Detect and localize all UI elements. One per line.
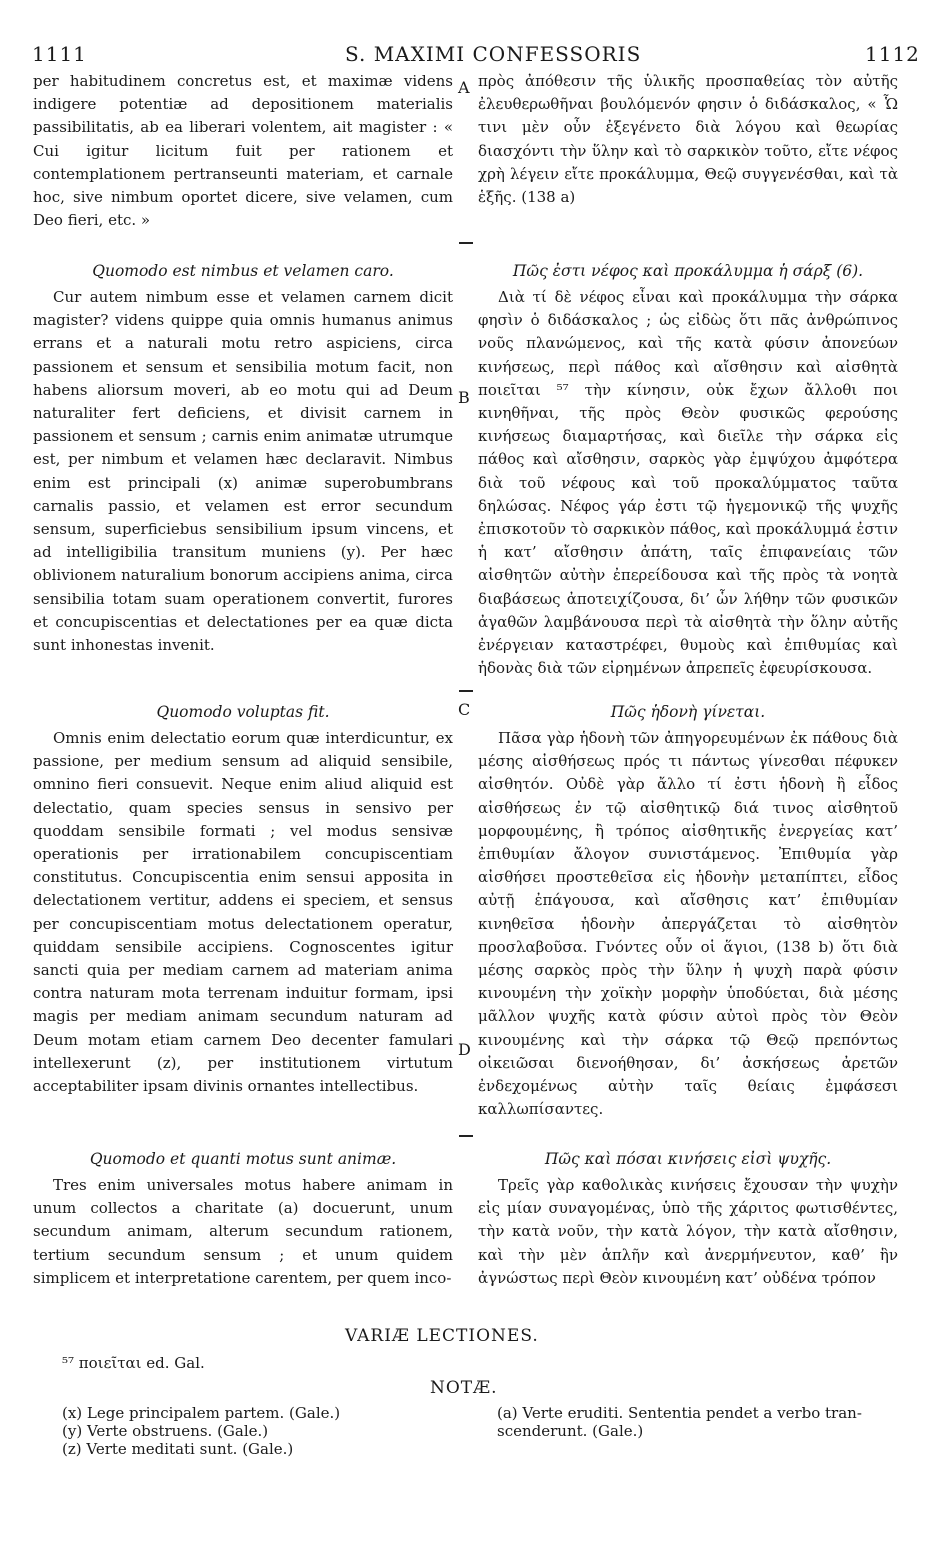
note-a: (a) Verte eruditi. Sententia pendet a verbo tran- (497, 1404, 862, 1422)
latin-heading-2: Quomodo voluptas fit. (156, 703, 330, 721)
greek-intro (478, 70, 898, 209)
latin-section-2 (33, 727, 453, 1098)
latin-section-1 (33, 286, 453, 657)
margin-letter-a: A (458, 78, 470, 97)
greek-paragraph-2: Πᾶσα γὰρ ἡδονὴ τῶν ἀπηγορευμένων ἐκ πάθους διὰ μέσης αἰσθήσεως πρός τι πάντως γίνεσθαι πέφυκεν αἰσθητόν. Οὐδὲ γὰρ ἄλλο τί ἐστι ἡδονὴ ἢ εἶδος αἰσθήσεως ἐν τῷ αἰσθητικῷ διά τινος αἰσθητοῦ μορφουμένης, ἢ τρόπος αἰσθητικῆς ἐνεργείας κατ’ ἐπιθυμίαν ἄλογον συνιστάμενος. Ἐπιθυμία γὰρ αἰσθήσει προστεθεῖσα εἰς ἡδονὴν μεταπίπτει, εἶδος αὐτῇ ἐπάγουσα, καὶ αἴσθησις κατ’ ἐπιθυμίαν κινηθεῖσα ἡδονὴν ἀπεργάζεται τὸ αἰσθητὸν προσλαβοῦσα. Γνόντες οὖν οἱ ἅγιοι, (138 b) ὅτι διὰ μέσης σαρκὸς πρὸς τὴν ὕλην ἡ ψυχὴ παρὰ φύσιν κινουμένη τὴν χοϊκὴν μορφὴν ὑποδύεται, διὰ μέσης μᾶλλον ψυχῆς κατὰ φύσιν αὐτοὶ πρὸς τὸν Θεὸν κινουμένης καὶ τὴν σάρκα τῷ Θεῷ πρεπόντως οἰκειῶσαι διενοήθησαν, δι’ ἀσκήσεως ἀρετῶν ἐνδεχομένως αὐτὴν ταῖς θείαις ἐμφάσεσι καλλωπίσαντες. (478, 729, 898, 1119)
notes-right (497, 1404, 862, 1440)
latin-heading-3: Quomodo et quanti motus sunt animæ. (89, 1150, 397, 1168)
page-number-right: 1112 (865, 42, 920, 66)
note-y: (y) Verte obstruens. (Gale.) (62, 1422, 269, 1440)
section-rule (459, 1135, 473, 1137)
greek-section-1 (478, 286, 898, 680)
margin-letter-c: C (458, 700, 471, 719)
section-rule (459, 242, 473, 244)
greek-paragraph-3: Τρεῖς γὰρ καθολικὰς κινήσεις ἔχουσαν τὴν ψυχὴν εἰς μίαν συναγομένας, ὑπὸ τῆς χάριτος φωτισθέντες, τὴν κατὰ νοῦν, τὴν κατὰ λόγον, τὴν κατὰ αἴσθησιν, καὶ τὴν μὲν ἁπλῆν καὶ ἀνερμήνευτον, καθ’ ἣν ἀγνώστως περὶ Θεὸν κινουμένη κατ’ οὐδένα τρόπον (478, 1176, 898, 1287)
greek-paragraph-1: Διὰ τί δὲ νέφος εἶναι καὶ προκάλυμμα τὴν σάρκα φησὶν ὁ διδάσκαλος ; ὡς εἰδὼς ὅτι πᾶς ἀνθρώπινος νοῦς πλανώμενος, καὶ τῆς κατὰ φύσιν ἀπονεύων κινήσεως, περὶ πάθος καὶ αἴσθησιν καὶ αἰσθητὰ ποιεῖται ⁵⁷ τὴν κίνησιν, οὐκ ἔχων ἄλλοθι ποι κινηθῆναι, τῆς πρὸς Θεὸν φυσικῶς φερούσης κινήσεως διαμαρτήσας, καὶ διεῖλε τὴν σάρκα εἰς πάθος καὶ αἴσθησιν, σαρκὸς γὰρ ἐμψύχου ἀμφότερα διὰ τοῦ νέφους καὶ τοῦ προκαλύμματος ταῦτα δηλώσας. Νέφος γάρ ἐστι τῷ ἡγεμονικῷ τῆς ψυχῆς ἐπισκοτοῦν τὸ σαρκικὸν πάθος, καὶ προκάλυμμά ἐστιν ἡ κατ’ αἴσθησιν ἀπάτη, ταῖς ἐπιφανείαις τῶν αἰσθητῶν αὐτὴν ἐπερείδουσα καὶ τῆς πρὸς τὰ νοητὰ διαβάσεως ἀποτειχίζουσα, δι’ ὧν λήθην τῶν φυσικῶν ἀγαθῶν λαμβάνουσα περὶ τὰ αἰσθητὰ τὴν ὅλην αὐτῆς ἐνέργειαν καταστρέφει, θυμοὺς καὶ ἐπιθυμίας καὶ ἡδονὰς διὰ τῶν εἰρημένων ἀπρεπεῖς ἐφευρίσκουσα. (478, 288, 898, 678)
note-x: (x) Lege principalem partem. (Gale.) (62, 1404, 341, 1422)
latin-paragraph-3: Tres enim universales motus habere animam in unum collectos a charitate (a) docuerunt, unum secundum animam, alterum secundum rationem, tertium secundum sensum ; et unum quidem simplicem et interpretatione carentem, per quem inco- (33, 1176, 453, 1287)
margin-letter-b: B (458, 388, 470, 407)
latin-section-3 (33, 1174, 453, 1290)
notes-left (62, 1404, 340, 1458)
latin-paragraph-2: Omnis enim delectatio eorum quæ interdicuntur, ex passione, per medium sensum ad aliquid sensibile, omnino fieri consuevit. Neque enim aliud aliquid est delectatio, quam species sensus in sensivo per quoddam sensibile formati ; vel modus sensivæ operationis per irrationabilem concupiscentiam constitutus. Concupiscentia enim sensui apposita in delectationem vertitur, addens ei speciem, et sensus per concupiscentiam motus delectationem operatur, quiddam sensibile accipiens. Cognoscentes igitur sancti quia per mediam carnem ad materiam anima contra naturam mota terrenam induitur formam, ipsi magis per mediam animam secundum naturam ad Deum motam etiam carnem Deo decenter famulari intellexerunt (z), per institutionem virtutum acceptabiliter ipsam divinis ornantes intellectibus. (33, 729, 453, 1096)
latin-paragraph-1: Cur autem nimbum esse et velamen carnem dicit magister? videns quippe quia omnis humanus animus errans et a naturali motu retro aspiciens, circa passionem et sensum et sensibilia motum facit, non habens aliorsum moveri, ab eo motu qui ad Deum naturaliter fert deficiens, et divisit carnem in passionem et sensum ; carnis enim animatæ utrumque est, per nimbum et velamen hæc declaravit. Nimbus enim est principali (x) animæ superobumbrans carnalis passio, et velamen est error secundum sensum, superficiebus sensibilium ipsum vincens, et ad intelligibilia transitum muniens (y). Per hæc oblivionem naturalium bonorum accipiens anima, circa sensibilia totam suam operationem convertit, furores et concupiscentias et delectationes per ea quæ dicta sunt inhonestas invenit. (33, 288, 453, 655)
greek-heading-3: Πῶς καὶ πόσαι κινήσεις εἰσὶ ψυχῆς. (544, 1150, 832, 1168)
greek-heading-2: Πῶς ἡδονὴ γίνεται. (610, 703, 766, 721)
variae-lectiones-title: VARIÆ LECTIONES. (345, 1326, 539, 1346)
note-z: (z) Verte meditati sunt. (Gale.) (62, 1440, 294, 1458)
latin-intro (33, 70, 453, 232)
greek-section-2 (478, 727, 898, 1121)
running-title: S. MAXIMI CONFESSORIS (345, 42, 642, 66)
greek-section-3 (478, 1174, 898, 1290)
greek-heading-1: Πῶς ἐστι νέφος καὶ προκάλυμμα ἡ σάρξ (6). (512, 262, 864, 280)
greek-intro-text: πρὸς ἀπόθεσιν τῆς ὑλικῆς προσπαθείας τὸν αὐτῆς ἐλευθερωθῆναι βουλόμενόν φησιν ὁ διδάσκαλος, « Ὧ τινι μὲν οὖν ἐξεγένετο διὰ λόγου καὶ θεωρίας διασχόντι τὴν ὕλην καὶ τὸ σαρκικὸν τοῦτο, εἴτε νέφος χρὴ λέγειν εἴτε προκάλυμμα, Θεῷ συγγενέσθαι, καὶ τὰ ἑξῆς. (138 a) (478, 72, 898, 207)
note-a-cont: scenderunt. (Gale.) (497, 1422, 644, 1440)
section-rule (459, 690, 473, 692)
notae-title: NOTÆ. (430, 1378, 498, 1398)
page-number-left: 1111 (32, 42, 87, 66)
latin-heading-1: Quomodo est nimbus et velamen caro. (92, 262, 394, 280)
margin-letter-d: D (458, 1040, 471, 1059)
variant-reading: ⁵⁷ ποιεῖται ed. Gal. (62, 1354, 205, 1372)
latin-intro-text: per habitudinem concretus est, et maximæ videns indigere potentiæ ad depositionem materialis passibilitatis, ab ea liberari volentem, ait magister : « Cui igitur licitum fuit per rationem et contemplationem pertranseunti materiam, et carnale hoc, sive nimbum oportet dicere, sive velamen, cum Deo fieri, etc. » (33, 72, 453, 230)
